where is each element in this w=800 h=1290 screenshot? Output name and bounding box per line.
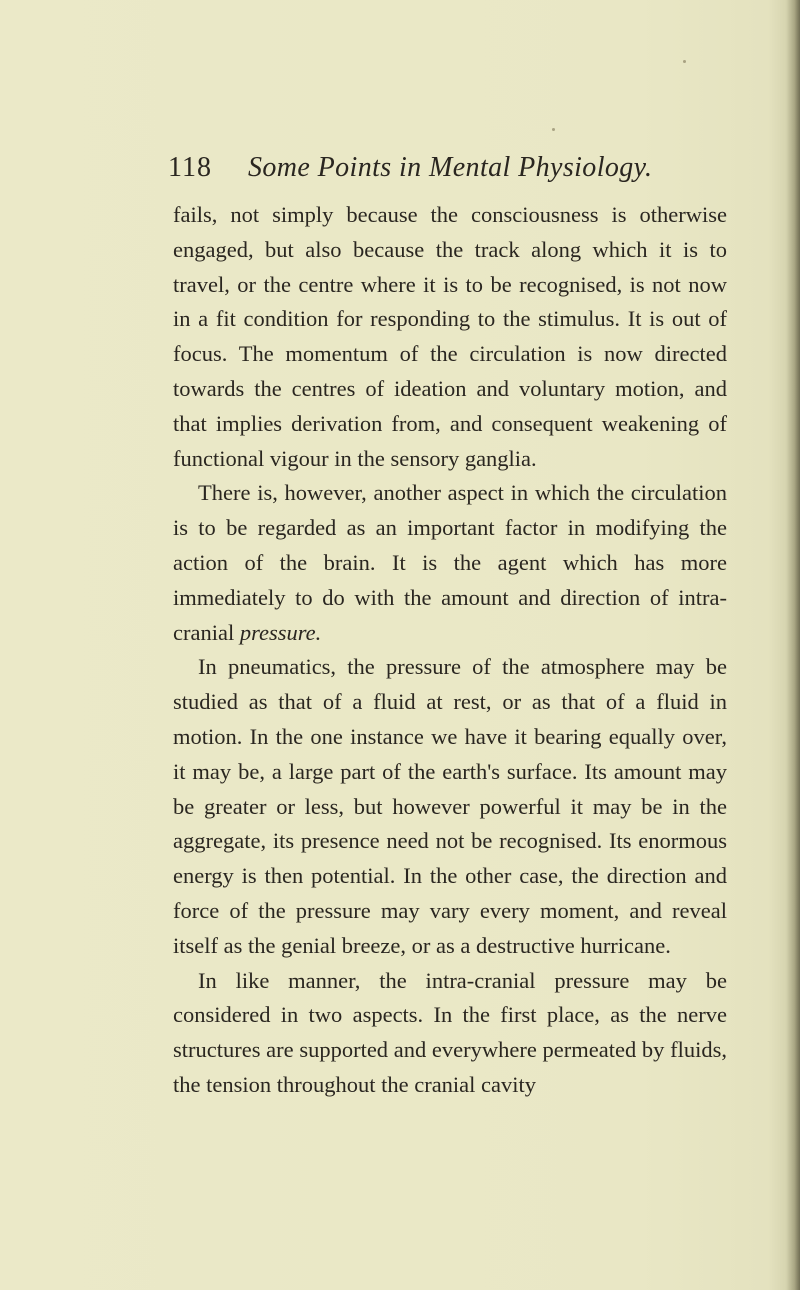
emphasized-word: pressure.	[239, 619, 322, 645]
paper-speck	[552, 128, 555, 131]
paragraph-text: There is, however, another aspect in which the circulation is to be regarded as an important factor in modifying the action of the brain. It is the agent which has more immediately to do with the amount and direction of intra-cranial	[173, 480, 727, 645]
running-head	[168, 148, 728, 188]
page-edge-shadow	[786, 0, 800, 1290]
paragraph: fails, not simply because the consciousness is otherwise engaged, but also because the track along which it is to travel, or the centre where it is to be recognised, is not now in a fit condition for responding to the stimulus. It is out of focus. The momentum of the circulation is now directed towards the centres of ideation and voluntary motion, and that implies derivation from, and consequent weakening of functional vigour in the sensory ganglia.	[173, 202, 727, 471]
running-title: Some Points in Mental Physiology.	[248, 152, 653, 183]
body-text	[173, 198, 727, 1103]
paragraph	[173, 476, 727, 650]
paper-speck	[683, 60, 686, 63]
paragraph: In like manner, the intra-cranial pressure may be considered in two aspects. In the first place, as the nerve structures are supported and everywhere permeated by fluids, the tension throughout the cranial cavity	[173, 967, 727, 1097]
page-number: 118	[168, 152, 212, 183]
paragraph: In pneumatics, the pressure of the atmosphere may be studied as that of a fluid at rest, or as that of a fluid in motion. In the one instance we have it bearing equally over, it may be, a large part of the earth's surface. Its amount may be greater or less, but however powerful it may be in the aggregate, its presence need not be recognised. Its enormous energy is then potential. In the other case, the direction and force of the pressure may vary every moment, and reveal itself as the genial breeze, or as a destructive hurricane.	[173, 654, 727, 958]
